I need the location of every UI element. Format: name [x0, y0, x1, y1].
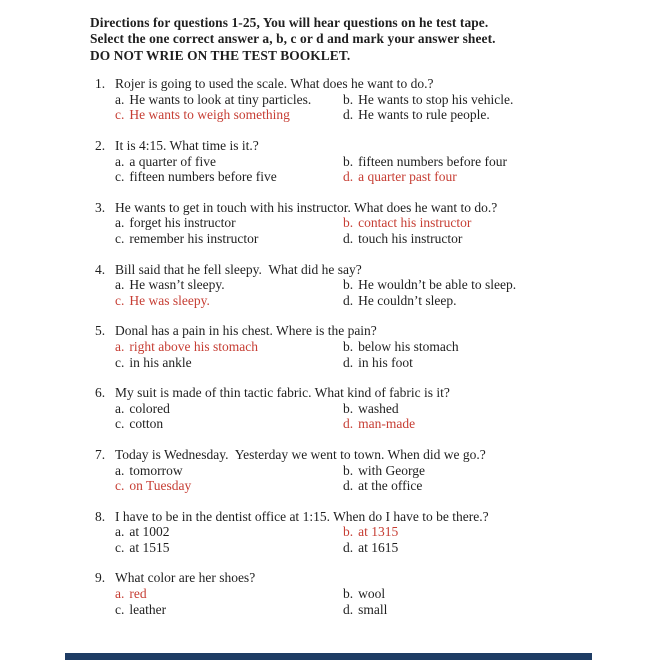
- question-number: 9.: [95, 570, 106, 586]
- option-text: at 1615: [358, 539, 399, 555]
- question-block: [95, 509, 595, 556]
- answer-option-c: [115, 478, 343, 494]
- answer-option-b: [343, 401, 595, 417]
- answer-option-b: [343, 92, 595, 108]
- option-text: in his foot: [358, 354, 413, 370]
- option-letter: b.: [343, 524, 354, 540]
- option-letter: a.: [115, 91, 125, 107]
- option-letter: c.: [115, 354, 125, 370]
- option-letter: d.: [343, 478, 354, 494]
- option-text: He wouldn’t be able to sleep.: [358, 277, 517, 293]
- bottom-dark-bar: [65, 653, 592, 660]
- option-letter: b.: [343, 400, 354, 416]
- option-letter: d.: [343, 292, 354, 308]
- option-letter: d.: [343, 601, 354, 617]
- option-text: He wasn’t sleepy.: [129, 277, 225, 293]
- option-text: cotton: [129, 416, 164, 432]
- option-text: right above his stomach: [129, 338, 258, 354]
- directions-line: Directions for questions 1-25, You will hear questions on he test tape.: [90, 15, 489, 30]
- directions-line: Select the one correct answer a, b, c or d and mark your answer sheet.: [90, 31, 496, 47]
- option-letter: d.: [343, 354, 354, 370]
- option-letter: a.: [115, 338, 125, 354]
- question-block: [95, 200, 595, 247]
- answer-option-c: [115, 169, 343, 185]
- option-letter: b.: [343, 338, 354, 354]
- option-text: at the office: [358, 478, 423, 494]
- answer-options: [115, 586, 595, 617]
- question-block: [95, 570, 595, 617]
- option-text: touch his instructor: [358, 230, 463, 246]
- question-text: My suit is made of thin tactic fabric. What kind of fabric is it?: [115, 385, 450, 401]
- answer-options: [115, 277, 595, 308]
- option-text: He wants to stop his vehicle.: [358, 91, 514, 107]
- question-block: [95, 262, 595, 309]
- answer-option-b: [343, 586, 595, 602]
- answer-options: [115, 215, 595, 246]
- option-text: remember his instructor: [129, 230, 259, 246]
- question-number: 1.: [95, 76, 106, 92]
- answer-option-b: [343, 524, 595, 540]
- question-block: [95, 76, 595, 123]
- option-letter: d.: [343, 539, 354, 555]
- option-letter: c.: [115, 416, 125, 432]
- answer-options: [115, 524, 595, 555]
- option-text: a quarter of five: [129, 153, 216, 169]
- option-letter: a.: [115, 277, 125, 293]
- question-text: It is 4:15. What time is it.?: [115, 138, 259, 153]
- answer-option-a: [115, 401, 343, 417]
- option-text: He wants to weigh something: [129, 107, 290, 123]
- option-letter: c.: [115, 478, 125, 494]
- question-block: [95, 385, 595, 432]
- answer-option-c: [115, 293, 343, 309]
- option-text: at 1002: [129, 524, 170, 540]
- answer-option-d: [343, 478, 595, 494]
- answer-option-d: [343, 416, 595, 432]
- option-text: small: [358, 601, 388, 617]
- option-text: leather: [129, 601, 167, 617]
- option-text: on Tuesday: [129, 478, 192, 494]
- question-number: 3.: [95, 199, 106, 215]
- answer-option-a: [115, 524, 343, 540]
- answer-option-d: [343, 107, 595, 123]
- option-text: contact his instructor: [358, 215, 472, 231]
- option-letter: c.: [115, 107, 125, 123]
- option-text: with George: [358, 462, 425, 478]
- answer-options: [115, 92, 595, 123]
- answer-option-c: [115, 107, 343, 123]
- option-text: fifteen numbers before five: [129, 169, 277, 185]
- answer-option-a: [115, 92, 343, 108]
- question-number: 4.: [95, 261, 106, 277]
- answer-options: [115, 154, 595, 185]
- question-block: [95, 138, 595, 185]
- question-text: Rojer is going to used the scale. What does he want to do.?: [115, 76, 434, 92]
- answer-option-d: [343, 231, 595, 247]
- option-letter: d.: [343, 169, 354, 185]
- option-letter: b.: [343, 277, 354, 293]
- answer-option-b: [343, 463, 595, 479]
- answer-option-a: [115, 154, 343, 170]
- option-letter: b.: [343, 462, 354, 478]
- option-text: He was sleepy.: [129, 292, 210, 308]
- option-letter: b.: [343, 91, 354, 107]
- option-letter: d.: [343, 230, 354, 246]
- answer-option-c: [115, 355, 343, 371]
- option-letter: c.: [115, 292, 125, 308]
- option-letter: a.: [115, 400, 125, 416]
- answer-option-c: [115, 416, 343, 432]
- answer-option-a: [115, 277, 343, 293]
- answer-options: [115, 463, 595, 494]
- question-number: 7.: [95, 446, 106, 462]
- question-text: I have to be in the dentist office at 1:15. When do I have to be there.?: [115, 508, 489, 524]
- option-text: at 1515: [129, 539, 170, 555]
- option-letter: c.: [115, 539, 125, 555]
- option-text: He couldn’t sleep.: [358, 292, 457, 308]
- answer-option-b: [343, 339, 595, 355]
- option-text: below his stomach: [358, 338, 459, 354]
- option-text: red: [129, 586, 147, 602]
- option-letter: d.: [343, 416, 354, 432]
- answer-option-d: [343, 355, 595, 371]
- option-text: washed: [358, 400, 399, 416]
- option-letter: c.: [115, 169, 125, 185]
- answer-option-d: [343, 540, 595, 556]
- question-number: 5.: [95, 323, 106, 339]
- option-letter: a.: [115, 524, 125, 540]
- test-directions: [90, 0, 605, 64]
- question-number: 8.: [95, 508, 106, 524]
- option-text: forget his instructor: [129, 215, 236, 231]
- answer-option-d: [343, 602, 595, 618]
- question-number: 2.: [95, 138, 106, 153]
- answer-option-a: [115, 215, 343, 231]
- question-text: Donal has a pain in his chest. Where is the pain?: [115, 323, 377, 339]
- option-text: man-made: [358, 416, 416, 432]
- question-text: He wants to get in touch with his instructor. What does he want to do.?: [115, 199, 498, 215]
- answer-options: [115, 339, 595, 370]
- question-text: Today is Wednesday. Yesterday we went to town. When did we go.?: [115, 446, 486, 462]
- question-text: What color are her shoes?: [115, 570, 256, 586]
- question-list: [95, 76, 595, 617]
- answer-option-d: [343, 169, 595, 185]
- question-text: Bill said that he fell sleepy. What did he say?: [115, 261, 362, 277]
- answer-option-b: [343, 154, 595, 170]
- answer-option-a: [115, 339, 343, 355]
- option-letter: b.: [343, 215, 354, 231]
- option-text: fifteen numbers before four: [358, 153, 507, 169]
- option-letter: c.: [115, 601, 125, 617]
- option-text: at 1315: [358, 524, 399, 540]
- answer-option-c: [115, 602, 343, 618]
- question-number: 6.: [95, 385, 106, 401]
- answer-option-c: [115, 540, 343, 556]
- option-letter: b.: [343, 153, 354, 169]
- option-letter: c.: [115, 230, 125, 246]
- question-block: [95, 323, 595, 370]
- question-block: [95, 447, 595, 494]
- directions-line: DO NOT WRIE ON THE TEST BOOKLET.: [90, 47, 351, 63]
- option-text: He wants to rule people.: [358, 107, 490, 123]
- option-letter: a.: [115, 153, 125, 169]
- answer-options: [115, 401, 595, 432]
- answer-option-b: [343, 277, 595, 293]
- option-letter: b.: [343, 586, 354, 602]
- option-text: tomorrow: [129, 462, 183, 478]
- answer-option-c: [115, 231, 343, 247]
- option-letter: a.: [115, 462, 125, 478]
- option-text: a quarter past four: [358, 169, 457, 185]
- option-text: He wants to look at tiny particles.: [129, 91, 312, 107]
- option-letter: a.: [115, 586, 125, 602]
- answer-option-a: [115, 463, 343, 479]
- answer-option-b: [343, 215, 595, 231]
- option-text: in his ankle: [129, 354, 192, 370]
- answer-option-a: [115, 586, 343, 602]
- option-text: colored: [129, 400, 170, 416]
- option-letter: d.: [343, 107, 354, 123]
- answer-option-d: [343, 293, 595, 309]
- option-letter: a.: [115, 215, 125, 231]
- option-text: wool: [358, 586, 386, 602]
